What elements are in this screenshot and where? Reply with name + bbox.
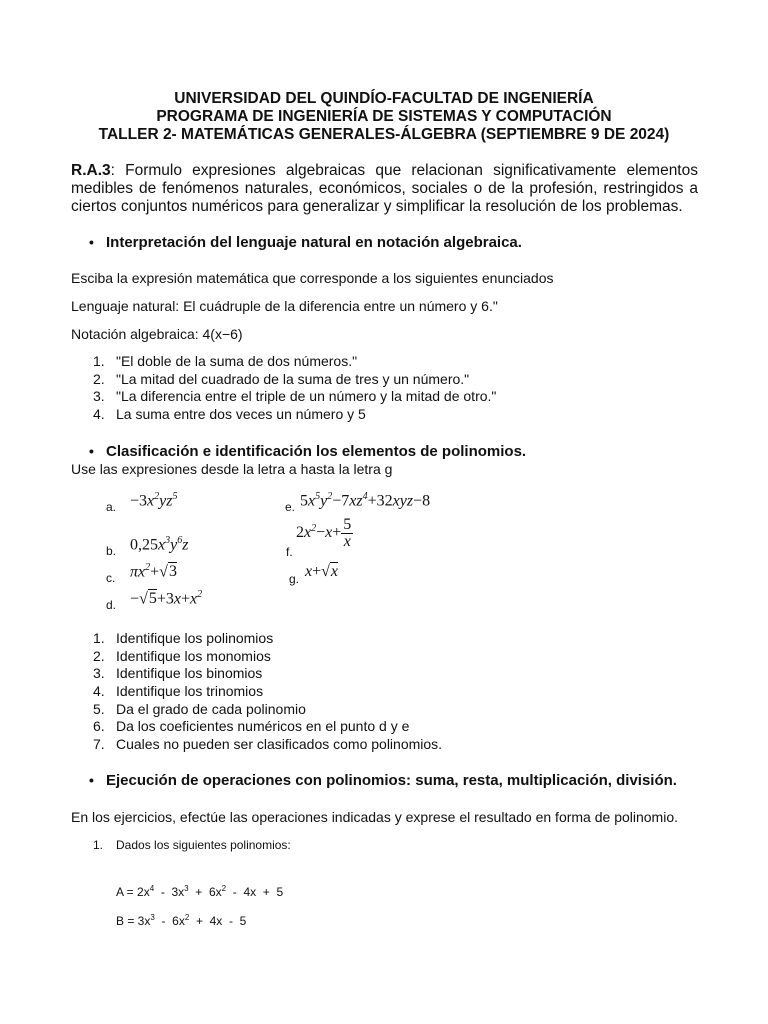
bullet-icon: • [89,443,94,459]
section-1-list [93,353,496,424]
example-algebraic-notation: Notación algebraica: 4(x−6) [71,326,243,342]
section-3-heading [89,772,677,789]
list-item: 5. Da el grado de cada polinomio [93,700,306,717]
list-item: 1. Identifique los polinomios [93,630,274,646]
header-line-3: TALLER 2- MATEMÁTICAS GENERALES-ÁLGEBRA (SEPTIEMBRE 9 DE 2024) [98,126,670,143]
section-1-heading [89,234,522,251]
expression-e: $5x^5y^2-7xz^4+32xyz-8$ [300,491,431,510]
expression-label-d: d. [106,598,117,612]
section-1-title: Interpretación del lenguaje natural en notación algebraica. [106,234,522,251]
expression-g: x+√x [305,563,339,580]
expression-f: $2x^2-x+$ $\frac{5}{x}$ [296,516,352,550]
expression-label-e: e. [285,500,296,514]
section-3-item-1: 1. Dados los siguientes polinomios: [93,838,291,852]
expression-b: $0,25x^3y^6z$ [130,535,189,554]
list-item: 2. Identifique los monomios [93,647,271,664]
header-line-1: UNIVERSIDAD DEL QUINDÍO-FACULTAD DE INGENIERÍA [174,90,594,107]
polynomial-a: $A = 2x^4 - 3x^3 + 6x^2 - 4x + 5$ [116,884,284,899]
header-line-2: PROGRAMA DE INGENIERÍA DE SISTEMAS Y COMPUTACIÓN [156,108,612,125]
learning-outcome [71,162,698,216]
list-item: 6. Da los coeficientes numéricos en el punto d y e [93,718,410,735]
section-3-instruction: En los ejercicios, efectúe las operaciones indicadas y exprese el resultado en forma de polinomio. [71,809,679,825]
learning-outcome-label: R.A.3 [71,162,111,179]
expression-a: $-3x^2yz^5$ [130,491,178,510]
list-item: 3. "La diferencia entre el triple de un número y la mitad de otro." [93,388,497,405]
list-item: 2. "La mitad del cuadrado de la suma de tres y un número." [93,370,470,387]
bullet-icon: • [89,234,94,250]
example-natural-language: Lenguaje natural: El cuádruple de la diferencia entre un número y 6." [71,298,498,314]
section-1-instruction: Esciba la expresión matemática que corresponde a los siguientes enunciados [71,270,554,286]
learning-outcome-text: : Formulo expresiones algebraicas que relacionan significativamente elementos medibles de fenómenos naturales, económicos, sociales o de la profesión, restringidos a ciertos conjuntos numéricos para generalizar y simplificar la resolución de los problemas. [71,162,698,215]
list-item: 4. Identifique los trinomios [93,683,264,700]
list-item: 1. "El doble de la suma de dos números." [93,353,358,369]
expression-label-c: c. [106,571,116,585]
bullet-icon: • [89,772,94,788]
section-2-heading [89,443,526,460]
expression-label-a: a. [106,500,117,514]
section-3-title: Ejecución de operaciones con polinomios: suma, resta, multiplicación, división. [106,772,677,789]
section-2-title: Clasificación e identificación los elementos de polinomios. [106,443,527,460]
document-header [0,90,768,144]
expression-label-b: b. [106,544,117,558]
list-item: 4. La suma entre dos veces un número y 5 [93,406,366,423]
expression-c: $\pi x^2+√3$ [130,562,177,581]
expression-d: $-√5+3x+x^2$ [130,589,203,608]
section-2-list [93,630,442,754]
polynomial-b: $B = 3x^3 - 6x^2 + 4x - 5$ [116,913,247,928]
expression-label-g: g. [289,572,300,586]
list-item: 7. Cuales no pueden ser clasificados como polinomios. [93,736,443,753]
list-item: 3. Identifique los binomios [93,665,263,682]
section-2-instruction: Use las expresiones desde la letra a hasta la letra g [71,461,393,477]
expression-label-f: f. [286,545,293,559]
